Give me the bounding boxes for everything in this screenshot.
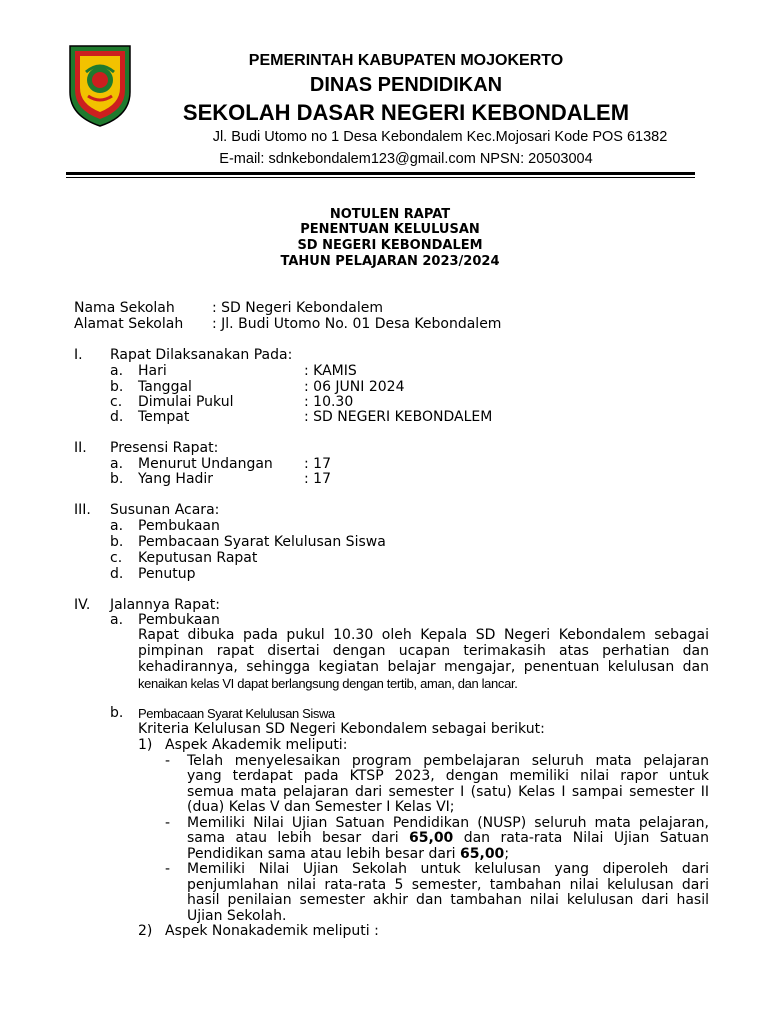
header-department: DINAS PENDIDIKAN [309, 74, 503, 96]
section-2-item-value: : 17 [304, 456, 331, 472]
section-1-item-key: Dimulai Pukul [138, 394, 234, 410]
section-3-item-text: Keputusan Rapat [138, 550, 258, 566]
header-school-name: SEKOLAH DASAR NEGERI KEBONDALEM [182, 100, 630, 125]
section-1-item-key: Tempat [138, 409, 190, 425]
section-1-item-value: : 06 JUNI 2024 [304, 379, 405, 395]
criterion-2-line [187, 830, 709, 846]
criterion-2-text: ; [504, 846, 510, 862]
section-1-item-letter: d. [110, 409, 124, 425]
section-4b-letter: b. [110, 705, 124, 721]
section-1-item-value: : SD NEGERI KEBONDALEM [304, 409, 493, 425]
section-1-number: I. [74, 347, 83, 363]
criterion-2-text: Pendidikan sama atau lebih besar dari [187, 846, 456, 862]
school-name-label: Nama Sekolah [74, 300, 175, 316]
section-2-item-key: Yang Hadir [138, 471, 214, 487]
section-1-item-letter: a. [110, 363, 124, 379]
header-government: PEMERINTAH KABUPATEN MOJOKERTO [248, 52, 564, 69]
criterion-3-line: penjumlahan nilai rata-rata 5 semester, tambahan nilai kelulusan dari [187, 877, 709, 893]
section-4b-title: Pembacaan Syarat Kelulusan Siswa [138, 706, 335, 721]
doc-title-line-2: PENENTUAN KELULUSAN [300, 222, 480, 237]
section-2-heading: Presensi Rapat: [110, 440, 219, 456]
criterion-2-score: 65,00 [409, 830, 454, 846]
criterion-2-text: dan rata-rata Nilai Ujian Satuan [463, 830, 709, 846]
section-4a-paragraph-line: Rapat dibuka pada pukul 10.30 oleh Kepala SD Negeri Kebondalem sebagai [138, 627, 709, 643]
criterion-1-line: Telah menyelesaikan program pembelajaran seluruh mata pelajaran [187, 753, 709, 769]
section-3-item-text: Pembacaan Syarat Kelulusan Siswa [138, 534, 386, 550]
school-address-value: : Jl. Budi Utomo No. 01 Desa Kebondalem [212, 316, 502, 332]
section-3-item-letter: b. [110, 534, 124, 550]
section-2-item-value: : 17 [304, 471, 331, 487]
section-1-item-value: : 10.30 [304, 394, 354, 410]
nonacademic-heading: Aspek Nonakademik meliputi : [165, 923, 379, 939]
criterion-dash: - [165, 753, 171, 769]
section-4a-paragraph-line: pimpinan rapat disertai dengan ucapan terimakasih atas perhatian dan [138, 643, 709, 659]
section-3-number: III. [74, 502, 91, 518]
criterion-2-text: sama atau lebih besar dari [187, 830, 399, 846]
section-1-item-key: Tanggal [138, 379, 192, 395]
section-1-item-value: : KAMIS [304, 363, 357, 379]
section-4-number: IV. [74, 597, 91, 613]
criterion-3-line: Ujian Sekolah. [187, 908, 287, 924]
academic-heading: Aspek Akademik meliputi: [165, 737, 348, 753]
criterion-3-line: Memiliki Nilai Ujian Sekolah untuk kelulusan yang diperoleh dari [187, 861, 709, 877]
section-3-item-letter: a. [110, 518, 124, 534]
criterion-1-line: (dua) Kelas V dan Semester I Kelas VI; [187, 799, 455, 815]
criterion-2-score: 65,00 [460, 846, 505, 862]
section-4a-letter: a. [110, 612, 124, 628]
criterion-1-line: yang terdapat pada KTSP 2023, dengan memiliki nilai rapor untuk [187, 768, 709, 784]
section-4a-paragraph-line: kehadirannya, sehingga kegiatan belajar mengajar, penentuan kelulusan dan [138, 659, 709, 675]
header-address: Jl. Budi Utomo no 1 Desa Kebondalem Kec.Mojosari Kode POS 61382 [212, 129, 668, 145]
section-2-item-letter: b. [110, 471, 124, 487]
school-address-label: Alamat Sekolah [74, 316, 184, 332]
section-4b-intro: Kriteria Kelulusan SD Negeri Kebondalem sebagai berikut: [138, 721, 545, 737]
section-1-heading: Rapat Dilaksanakan Pada: [110, 347, 293, 363]
doc-title-line-3: SD NEGERI KEBONDALEM [297, 238, 483, 253]
section-2-item-letter: a. [110, 456, 124, 472]
section-3-item-letter: c. [110, 550, 123, 566]
school-name-value: : SD Negeri Kebondalem [212, 300, 383, 316]
letterhead-rule-thin [66, 177, 695, 178]
section-3-item-text: Pembukaan [138, 518, 220, 534]
section-1-item-key: Hari [138, 363, 167, 379]
criterion-2-line [187, 846, 509, 862]
section-2-number: II. [74, 440, 87, 456]
section-3-item-text: Penutup [138, 566, 196, 582]
criterion-dash: - [165, 815, 171, 831]
section-4a-paragraph-line: kenaikan kelas VI dapat berlangsung dengan tertib, aman, dan lancar. [138, 676, 518, 691]
section-4a-title: Pembukaan [138, 612, 220, 628]
section-2-item-key: Menurut Undangan [138, 456, 273, 472]
academic-number: 1) [138, 737, 153, 753]
section-3-heading: Susunan Acara: [110, 502, 220, 518]
criterion-dash: - [165, 861, 171, 877]
criterion-2-line: Memiliki Nilai Ujian Satuan Pendidikan (NUSP) seluruh mata pelajaran, [187, 815, 709, 831]
criterion-3-line: hasil penilaian semester akhir dan tambahan nilai kelulusan dari hasil [187, 892, 709, 908]
nonacademic-number: 2) [138, 923, 153, 939]
section-4-heading: Jalannya Rapat: [110, 597, 220, 613]
doc-title-line-1: NOTULEN RAPAT [329, 207, 451, 222]
section-3-item-letter: d. [110, 566, 124, 582]
section-1-item-letter: c. [110, 394, 123, 410]
letterhead-rule-thick [66, 172, 695, 175]
section-1-item-letter: b. [110, 379, 124, 395]
criterion-1-line: semua mata pelajaran dari semester I (satu) Kelas I sampai semester II [187, 784, 709, 800]
doc-title-line-4: TAHUN PELAJARAN 2023/2024 [280, 254, 500, 269]
header-contact: E-mail: sdnkebondalem123@gmail.com NPSN: 20503004 [219, 151, 593, 167]
